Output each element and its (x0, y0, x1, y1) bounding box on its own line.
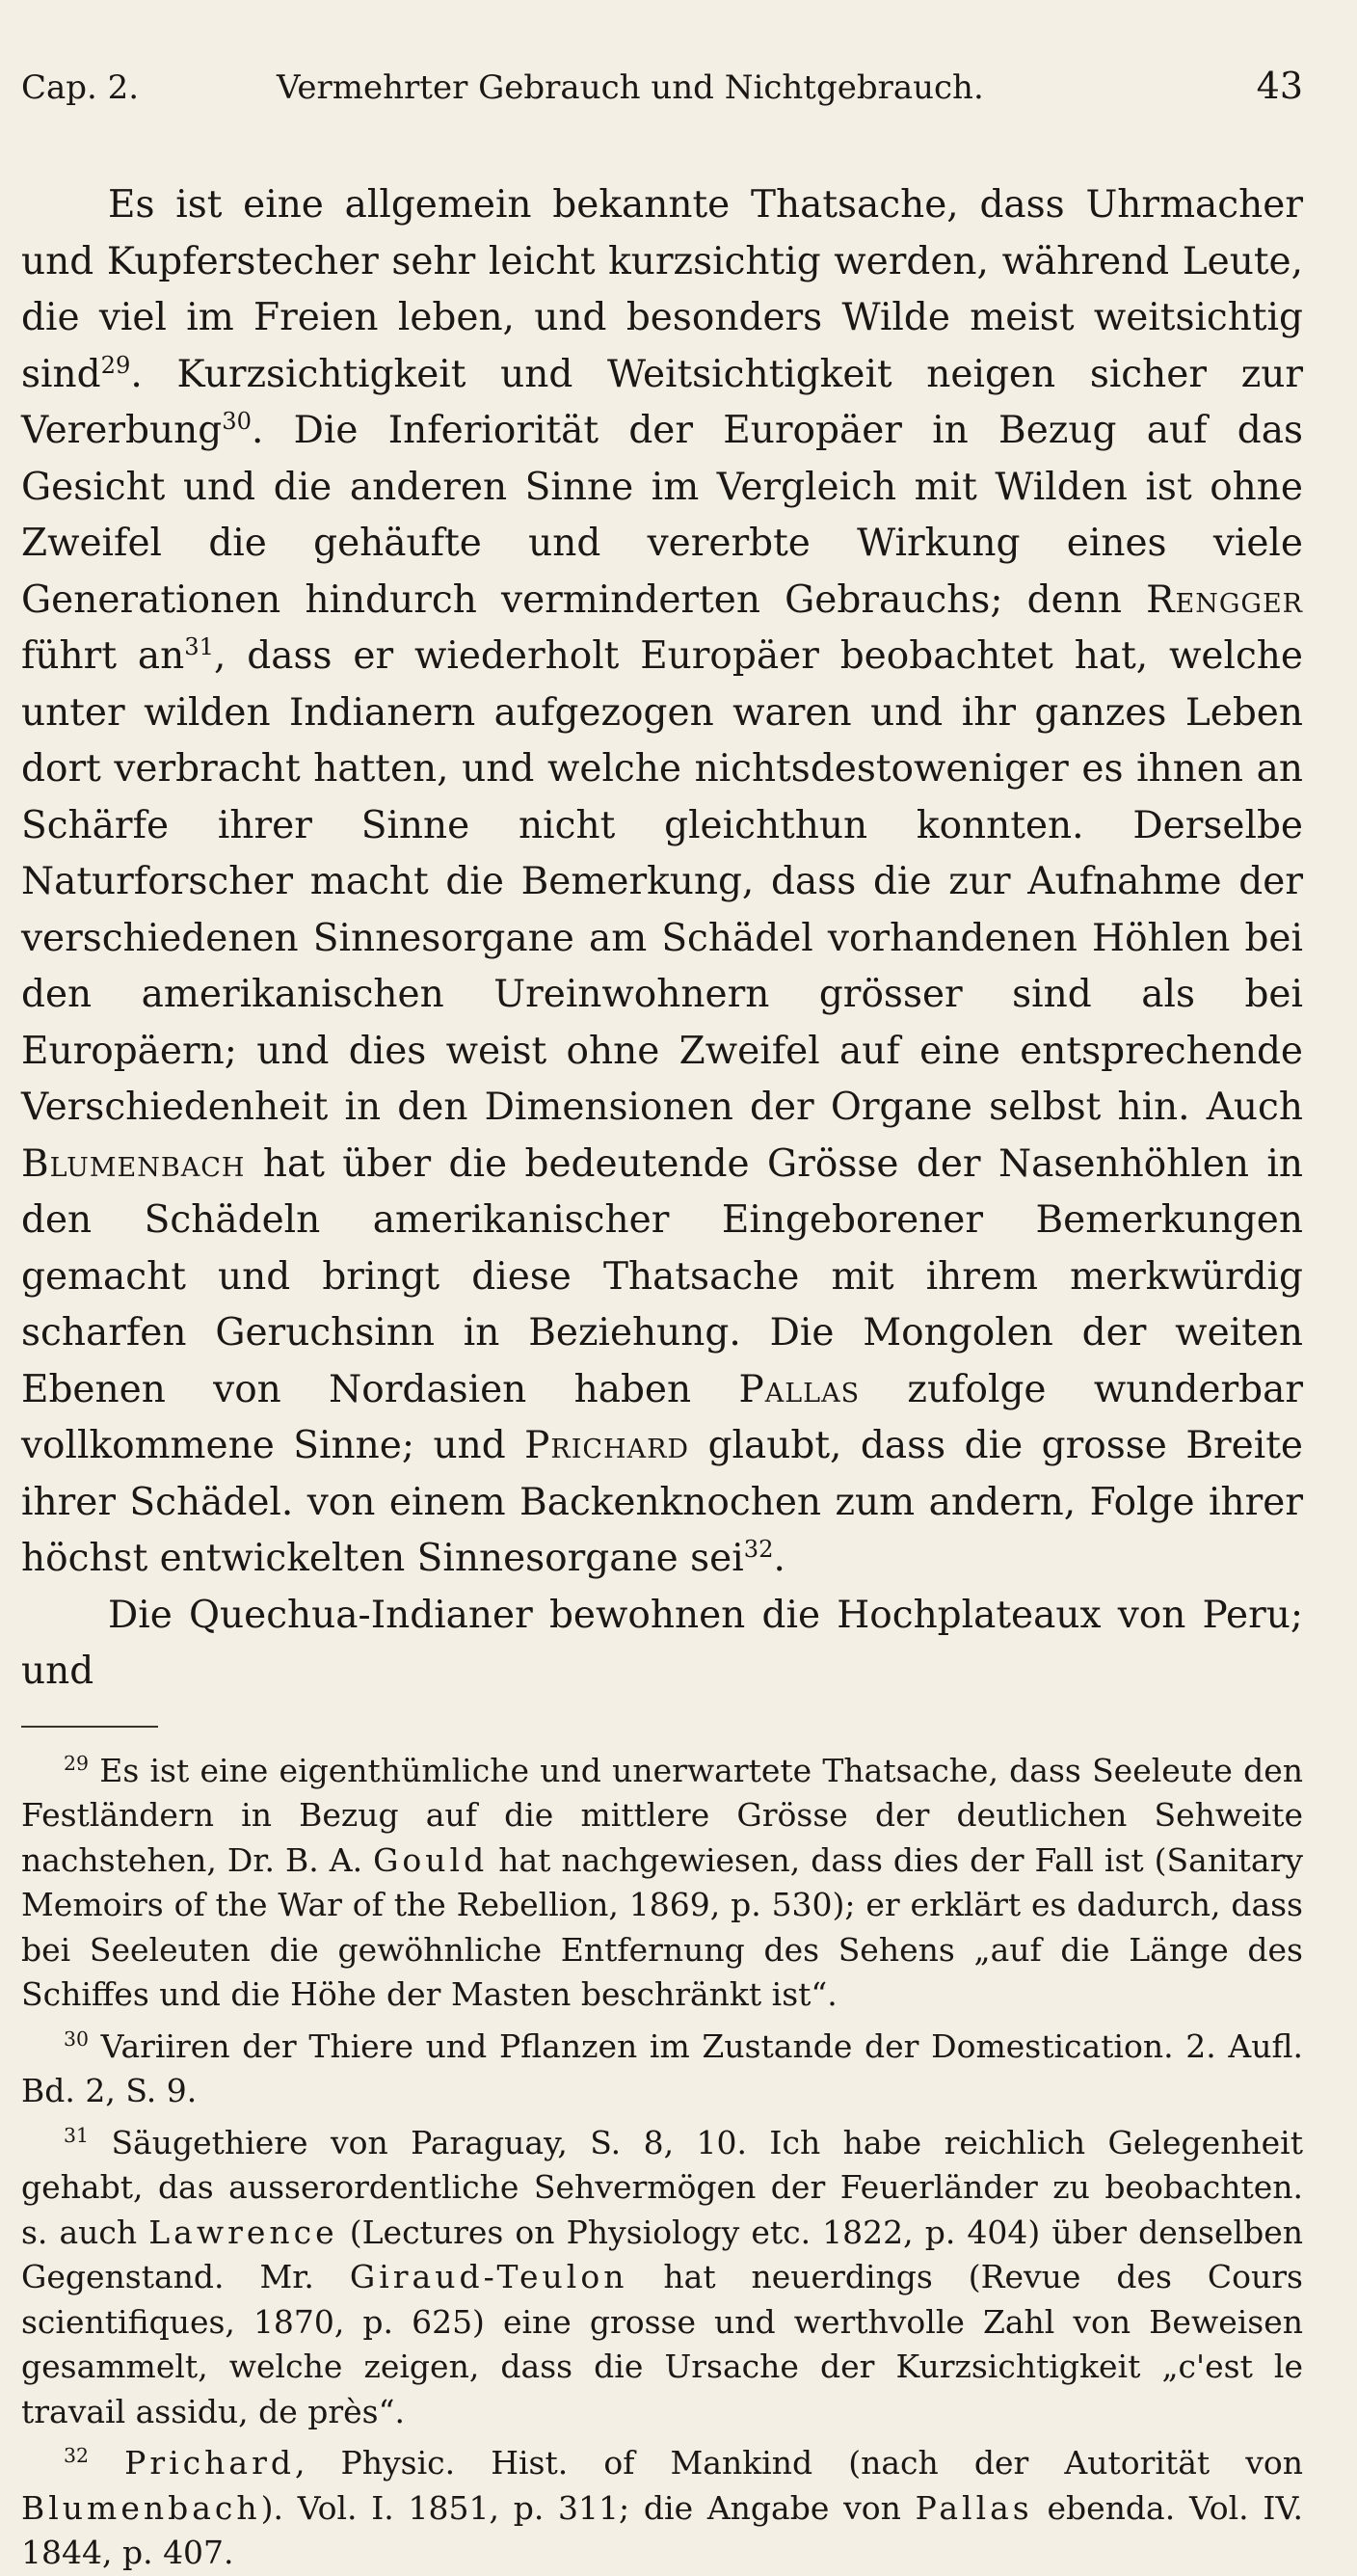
running-header (21, 67, 1303, 135)
text-run (89, 2444, 124, 2482)
footnote-marker: 31 (64, 2123, 90, 2147)
footnote-divider (21, 1726, 158, 1728)
author-name: Pallas (915, 2488, 1033, 2527)
author-name-blumenbach: Blumenbach (21, 1141, 246, 1186)
author-name: Giraud-Teulon (349, 2258, 628, 2295)
paragraph-1 (21, 177, 1303, 1588)
text-run: Es ist eine eigenthümliche und unerwartete Thatsache, dass Seeleute den Festländern in Bezug auf die mittlere Grösse der deutlichen Sehweite nachstehen, Dr. B. A. (21, 1751, 1303, 1879)
footnote-32 (21, 2441, 1303, 2576)
text-run: Variiren der Thiere und Pflanzen im Zustande der Domestication. 2. Aufl. Bd. 2, S. 9. (21, 2026, 1303, 2109)
text-run: Es ist eine allgemein bekannte Thatsache, dass Uhrmacher und Kupferstecher sehr leicht kurzsichtig werden, während Leute, die viel im Freien leben, und besonders Wilde meist weitsichtig sind (21, 183, 1303, 396)
running-title: Vermehrter Gebrauch und Nichtgebrauch. (276, 68, 984, 107)
text-run: , Physic. Hist. of Mankind (nach der Autorität von (294, 2444, 1304, 2482)
page-number: 43 (1256, 65, 1303, 107)
paragraph-2: Die Quechua-Indianer bewohnen die Hochplateaux von Peru; und (21, 1593, 1303, 1693)
footnote-ref-31: 31 (184, 633, 214, 660)
author-name: Lawrence (148, 2213, 338, 2251)
text-run: glaubt, dass die grosse Breite ihrer Schädel. von einem Backenknochen zum andern, Folge ihrer höchst entwickelten Sinnesorgane sei (21, 1424, 1303, 1580)
footnote-31 (21, 2121, 1303, 2435)
text-run: ). Vol. I. 1851, p. 311; die Angabe von (260, 2488, 916, 2527)
footnote-ref-30: 30 (222, 408, 252, 435)
author-name-rengger: Rengger (1146, 577, 1303, 622)
footnotes (21, 1749, 1303, 2576)
text-run: (Lectures on Physiology etc. 1822, p. 404) über denselben Gegenstand. Mr. (21, 2213, 1303, 2295)
footnote-ref-32: 32 (743, 1536, 774, 1563)
text-run: hat über die bedeutende Grösse der Nasenhöhlen in den Schädeln amerikanischer Eingeborener Bemerkungen gemacht und bringt diese Thatsache mit ihrem merkwürdig scharfen Geruchsinn in Beziehung. Die Mongolen der weiten Ebenen von Nordasien haben (21, 1141, 1303, 1411)
text-run: . Kurzsichtigkeit und Weitsichtigkeit neigen sicher zur Vererbung (21, 352, 1303, 452)
footnote-ref-29: 29 (100, 351, 131, 379)
text-run: hat neuerdings (Revue des Cours scientifiques, 1870, p. 625) eine grosse und werthvolle Zahl von Beweisen gesammelt, welche zeigen, dass die Ursache der Kurzsichtigkeit „c'est le travail assidu, de près“. (21, 2258, 1303, 2430)
author-name: Blumenbach (21, 2488, 261, 2527)
author-name-prichard: Prichard (524, 1424, 690, 1467)
footnote-30 (21, 2025, 1303, 2114)
text-run: zufolge wunderbar vollkommene Sinne; und (21, 1367, 1304, 1467)
footnote-marker: 29 (64, 1751, 90, 1775)
footnote-marker: 32 (64, 2444, 90, 2467)
author-name-pallas: Pallas (738, 1367, 861, 1411)
footnote-marker: 30 (64, 2026, 90, 2051)
main-text (21, 177, 1303, 1701)
footnote-29 (21, 1749, 1303, 2018)
text-run: hat nachgewiesen, dass dies der Fall ist (Sanitary Memoirs of the War of the Rebellion, 1869, p. 530); er erklärt es dadurch, dass bei Seeleuten die gewöhnliche Entfernung des Sehens „auf die Länge des Schiffes und die Höhe der Masten beschränkt ist“. (21, 1840, 1303, 2013)
text-run: . Die Inferiorität der Europäer in Bezug auf das Gesicht und die anderen Sinne im Vergleich mit Wilden ist ohne Zweifel die gehäufte und vererbte Wirkung eines viele Generationen hindurch verminderten Gebrauchs; denn (21, 409, 1303, 622)
author-name: Prichard (124, 2444, 295, 2482)
text-run: , dass er wiederholt Europäer beobachtet hat, welche unter wilden Indianern aufgezogen waren und ihr ganzes Leben dort verbracht hatten, und welche nichtsdestoweniger es ihnen an Schärfe ihrer Sinne nicht gleichthun konnten. Derselbe Naturforscher macht die Bemerkung, dass die zur Aufnahme der verschiedenen Sinnesorgane am Schädel vorhandenen Höhlen bei den amerikanischen Ureinwohnern grösser sind als bei Europäern; und dies weist ohne Zweifel auf eine entsprechende Verschiedenheit in den Dimensionen der Organe selbst hin. Auch (21, 634, 1303, 1129)
text-run: führt an (21, 634, 185, 678)
author-name: Gould (373, 1840, 489, 1879)
text-run: Säugethiere von Paraguay, S. 8, 10. Ich habe reichlich Gelegenheit gehabt, das ausserordentliche Sehvermögen der Feuerländer zu beobachten. s. auch (21, 2123, 1303, 2251)
chapter-label: Cap. 2. (21, 68, 140, 107)
text-run: . (773, 1537, 785, 1580)
text-run: ebenda. Vol. IV. 1844, p. 407. (21, 2488, 1303, 2571)
